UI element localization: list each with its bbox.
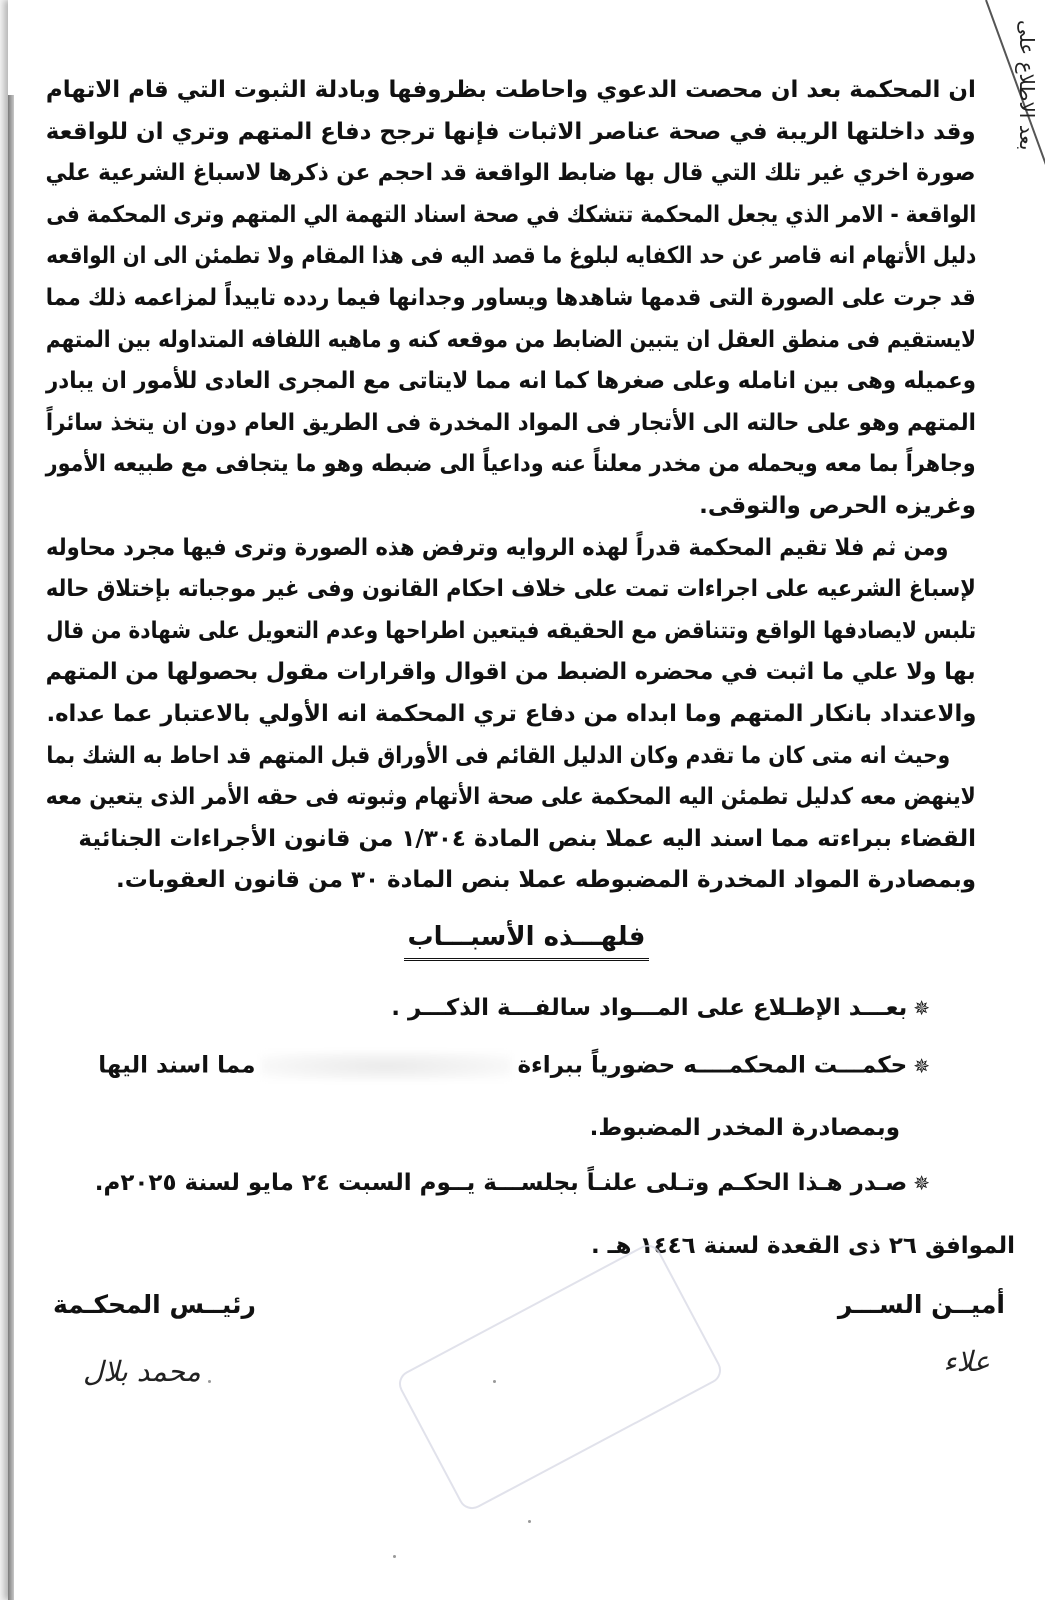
hijri-date: الموافق ٢٦ ذى القعدة لسنة ١٤٤٦ هـ . xyxy=(590,1233,1015,1259)
text-line-content: وبمصادرة المواد المخدرة المضبوطه عملا بنص المادة ٣٠ من قانون العقوبات. xyxy=(116,867,976,894)
ruling-item-2-continued: وبمصادرة المخدر المضبوط. xyxy=(589,1115,900,1141)
clerk-signature: علاء xyxy=(943,1345,990,1378)
text-line-content: وحيث انه متى كان ما تقدم وكان الدليل القائم فى الأوراق قبل المتهم قد احاط به الشك بما xyxy=(45,742,950,769)
text-line xyxy=(46,403,976,445)
judgment-body xyxy=(46,70,976,902)
text-line-content: لايستقيم فى منطق العقل ان يتبين الضابط من موقعه كنه و ماهيه اللفافه المتداوله بين المتهم xyxy=(45,326,976,353)
ruling-item-3 xyxy=(95,1170,930,1196)
speck xyxy=(208,1380,211,1383)
text-line-content: وجاهراً بما معه ويحمله من مخدر معلناً عنه وداعياً الى ضبطه وهو ما يتجافى مع طبيعه الأمور xyxy=(45,451,976,478)
text-line xyxy=(46,112,976,154)
text-line xyxy=(46,444,976,486)
text-line xyxy=(46,611,976,653)
text-line-content: تلبس لايصادفها الواقع وتتناقض مع الحقيقه فيتعين اطراحها وعدم التعويل على شهادة من قال xyxy=(46,617,976,644)
clerk-title: أميــن الســـر xyxy=(837,1290,1005,1319)
text-line-content: قد جرت على الصورة التى قدمها شاهدها ويساور وجدانها فيما ردده تاييداً لمزاعمه ذلك مما xyxy=(45,284,976,311)
text-line-content: وغريزه الحرص والتوقى. xyxy=(699,492,976,519)
text-line xyxy=(46,736,976,778)
text-line xyxy=(46,777,976,819)
judge-signature: محمد بلال xyxy=(83,1355,201,1388)
folded-corner xyxy=(975,0,1045,240)
text-line-content: والاعتداد بانكار المتهم وما ابداه من دفاع تري المحكمة انه الأولي بالاعتبار عما عداه. xyxy=(45,700,976,727)
text-line xyxy=(46,361,976,403)
text-line xyxy=(46,195,976,237)
text-line xyxy=(46,70,976,112)
text-line xyxy=(46,569,976,611)
text-line-content: صورة اخري غير تلك التي قال بها ضابط الواقعة قد احجم عن ذكرها لاسباغ الشرعية علي xyxy=(45,160,976,187)
text-line-content: الواقعة - الامر الذي يجعل المحكمة تتشكك في صحة اسناد التهمة الي المتهم وترى المحكمة فى xyxy=(46,201,976,228)
faded-stamp xyxy=(394,1240,726,1514)
text-line xyxy=(46,860,976,902)
asterisk-icon: ✵ xyxy=(913,1053,930,1078)
text-line xyxy=(46,236,976,278)
text-line xyxy=(46,652,976,694)
heading-text: فلهـــذه الأسبـــاب xyxy=(404,922,650,961)
document-page xyxy=(8,0,1045,1600)
asterisk-icon: ✵ xyxy=(913,996,930,1020)
text-line-content: وقد داخلتها الريبة في صحة عناصر الاثبات فإنها ترجح دفاع المتهم وتري ان للواقعة xyxy=(46,118,976,145)
text-line-content: بها ولا علي ما اثبت في محضره الضبط من اقوال واقرارات مقول بحصولها من المتهم xyxy=(46,659,976,686)
fold-handwritten-note: بعد الاطلاع على xyxy=(1015,20,1039,151)
text-line-content: القضاء ببراءته مما اسند اليه عملا بنص المادة ١/٣٠٤ من قانون الأجراءات الجنائية xyxy=(78,825,976,852)
speck xyxy=(393,1555,396,1558)
text-line xyxy=(46,278,976,320)
paragraph-reasoning-2 xyxy=(46,528,976,736)
section-heading xyxy=(8,922,1045,952)
asterisk-icon: ✵ xyxy=(913,1171,930,1195)
text-line-content: لاينهض معه كدليل تطمئن اليه المحكمة على صحة الأتهام وثبوته فى حقه الأمر الذى يتعين معه xyxy=(45,784,976,811)
text-line-content: دليل الأتهام انه قاصر عن حد الكفايه لبلوغ ما قصد اليه فى هذا المقام ولا تطمئن الى ان الواقعه xyxy=(45,243,976,270)
judge-title: رئيــس المحكـمة xyxy=(53,1290,256,1319)
ruling-item-3-text: صـدر هـذا الحكـم وتـلى علنـاً بجلســـة يــوم السبت ٢٤ مايو لسنة ٢٠٢٥م. xyxy=(94,1170,908,1196)
text-line-content: ومن ثم فلا تقيم المحكمة قدراً لهذه الروايه وترفض هذه الصورة وترى فيها مجرد محاوله xyxy=(46,534,949,561)
text-line-content: المتهم وهو على حالته الى الأتجار فى المواد المخدرة فى الطريق العام دون ان يتخذ سائراً xyxy=(45,409,976,436)
text-line xyxy=(46,320,976,362)
ruling-item-1-text: بعـــد الإطـلاع على المـــواد سالفـــة الذكـــر . xyxy=(391,995,908,1021)
ruling-item-1 xyxy=(391,995,930,1021)
ruling-item-2-start: حكمـــت المحكمــــه حضورياً ببراءة xyxy=(517,1052,908,1079)
speck xyxy=(528,1520,531,1523)
paragraph-reasoning-1 xyxy=(46,70,976,528)
text-line xyxy=(46,486,976,528)
text-line xyxy=(46,694,976,736)
text-line xyxy=(46,153,976,195)
ruling-item-2-end: مما اسند اليها xyxy=(98,1052,256,1079)
text-line xyxy=(46,819,976,861)
text-line-content: ان المحكمة بعد ان محصت الدعوي واحاطت بظروفها وبادلة الثبوت التي قام الاتهام xyxy=(46,77,976,103)
text-line-content: وعميله وهى بين انامله وعلى صغرها كما انه مما لايتاتى مع المجرى العادى للأمور ان يبادر xyxy=(46,368,976,395)
paragraph-reasoning-3 xyxy=(46,736,976,902)
speck xyxy=(493,1380,496,1383)
text-line xyxy=(46,528,976,570)
redacted-name xyxy=(261,1052,511,1080)
text-line-content: لإسباغ الشرعيه على اجراءات تمت على خلاف احكام القانون وفى غير موجباته بإختلاق حاله xyxy=(46,576,976,603)
ruling-item-2 xyxy=(98,1052,930,1080)
